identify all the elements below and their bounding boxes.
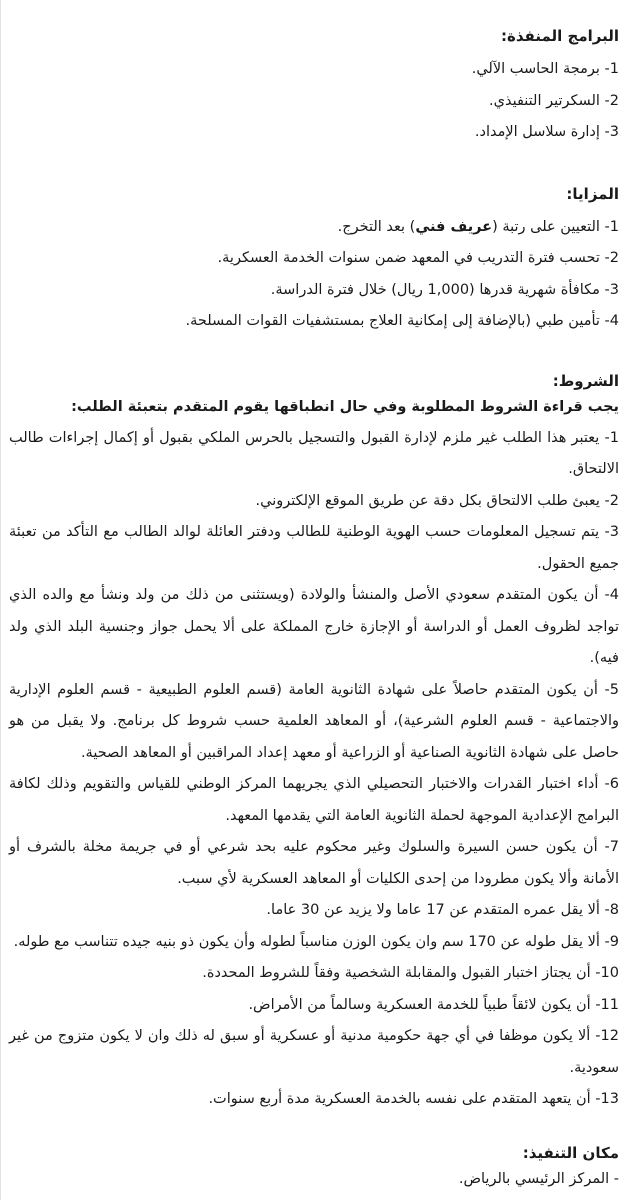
programs-section [9,25,619,149]
list-item: 11- أن يكون لائقاً طبياً للخدمة العسكرية وسالماً من الأمراض. [248,996,619,1013]
list-item: 13- أن يتعهد المتقدم على نفسه بالخدمة العسكرية مدة أربع سنوات. [208,1091,619,1107]
benefit-1-rank: عريف فني [415,218,493,235]
list-item: 1- يعتبر هذا الطلب غير ملزم لإدارة القبول والتسجيل بالحرس الملكي بقبول أو إكمال إجراءات طالب الالتحاق. [9,429,619,477]
list-item: 9- ألا يقل طوله عن 170 سم وان يكون الوزن مناسباً لطوله وأن يكون ذو بنيه جيده تتناسب مع طوله. [13,933,619,950]
list-item: 4- تأمين طبي (بالإضافة إلى إمكانية العلاج بمستشفيات القوات المسلحة. [185,313,619,329]
conditions-lead: يجب قراءة الشروط المطلوبة وفي حال انطباقها يقوم المتقدم بتعبئة الطلب: [71,398,619,415]
benefit-1-prefix: 1- التعيين على رتبة ( [492,218,619,235]
location-list [9,1164,619,1196]
benefit-1-suffix: ) بعد التخرج. [337,218,416,235]
programs-title: البرامج المنفذة: [501,27,619,45]
benefits-section [9,183,619,338]
benefits-title: المزايا: [566,184,619,203]
list-item: 4- أن يكون المتقدم سعودي الأصل والمنشأ والولادة (ويستثنى من ذلك من ولد ونشأ مع والده الذي تواجد لظروف العمل أو الدراسة أو الإجازة خارج المملكة على ألا يحمل جواز وجنسية البلد الذي ولد فيه). [9,587,619,666]
list-item: 3- مكافأة شهرية قدرها (1,000 ريال) خلال فترة الدراسة. [270,281,619,298]
list-item: 2- السكرتير التنفيذي. [489,92,619,109]
benefits-list [9,212,619,338]
list-item: 12- ألا يكون موظفا في أي جهة حكومية مدنية أو عسكرية أو سبق له ذلك وان لا يكون متزوج من غير سعودية. [9,1028,619,1076]
list-item: 3- إدارة سلاسل الإمداد. [474,124,619,140]
list-item: 6- أداء اختبار القدرات والاختبار التحصيلي الذي يجريهما المركز الوطني للقياس والتقويم وذلك لكافة البرامج الإعدادية الموجهة لحملة الثانوية العامة التي يقدمها المعهد. [9,776,619,824]
list-item: 3- يتم تسجيل المعلومات حسب الهوية الوطنية للطالب ودفتر العائلة لوالد الطالب مع التأكد من تعبئة جميع الحقول. [9,524,619,572]
list-item [9,212,619,244]
location-section [9,1142,619,1196]
conditions-title: الشروط: [552,371,619,390]
list-item: 2- تحسب فترة التدريب في المعهد ضمن سنوات الخدمة العسكرية. [217,250,619,266]
conditions-list [9,423,619,1116]
location-title: مكان التنفيذ: [522,1143,619,1162]
list-item: 2- يعبئ طلب الالتحاق بكل دقة عن طريق الموقع الإلكتروني. [255,492,619,509]
list-item: 7- أن يكون حسن السيرة والسلوك وغير محكوم عليه بحد شرعي أو في جريمة مخلة بالشرف أو الأمانة وألا يكون مطرودا من إحدى الكليات أو المعاهد العسكرية لأي سبب. [9,839,619,887]
list-item: 10- أن يجتاز اختبار القبول والمقابلة الشخصية وفقاً للشروط المحددة. [202,965,619,981]
list-item: - المركز الرئيسي بالرياض. [458,1170,619,1187]
programs-list [9,54,619,149]
list-item: 5- أن يكون المتقدم حاصلاً على شهادة الثانوية العامة (قسم العلوم الطبيعية - قسم العلوم الإدارية والاجتماعية - قسم العلوم الشرعية)، أو المعاهد العلمية حسب شروط كل برنامج. ولا يقبل من هو حاصل على شهادة الثانوية الصناعية أو الزراعية أو معهد إعداد المراقبين أو المعاهد الصحية. [9,681,619,761]
list-item: 1- برمجة الحاسب الآلي. [471,61,619,77]
list-item: 8- ألا يقل عمره المتقدم عن 17 عاما ولا يزيد عن 30 عاما. [266,902,619,918]
conditions-section [9,370,619,1116]
